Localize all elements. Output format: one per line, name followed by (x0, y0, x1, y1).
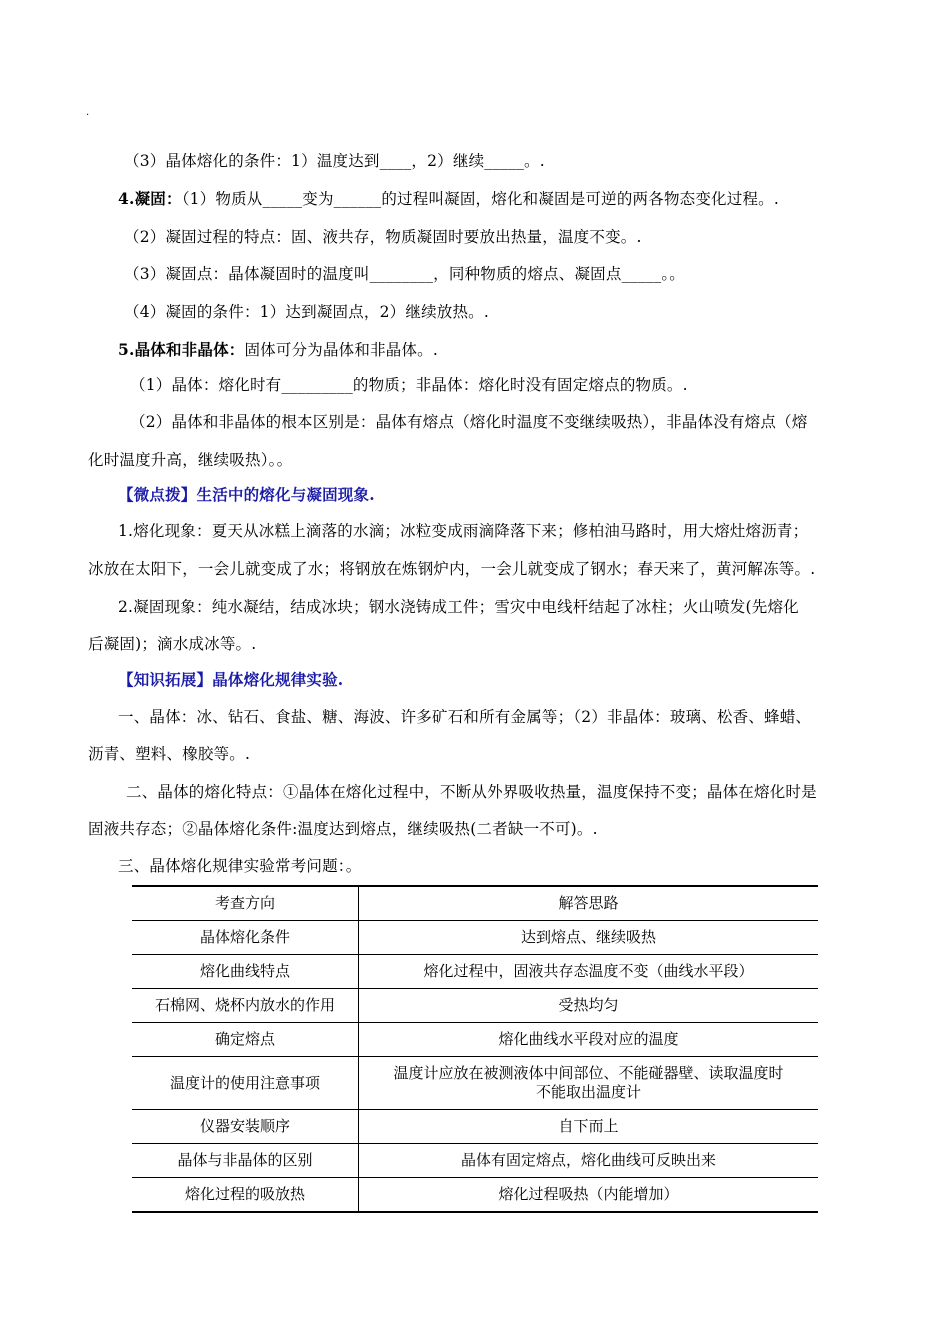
table-row (132, 1144, 818, 1178)
table-cell: 熔化曲线特点 (132, 955, 359, 989)
crystal-amorphous-text: 固体可分为晶体和非晶体。. (244, 341, 439, 359)
crystal-difference-line1: （2）晶体和非晶体的根本区别是：晶体有熔点（熔化时温度不变继续吸热），非晶体没有熔点（熔 (130, 413, 808, 431)
experiment-questions-table (132, 885, 818, 1213)
solidification-process: （2）凝固过程的特点：固、液共存，物质凝固时要放出热量，温度不变。. (124, 228, 642, 246)
table-cell: 晶体熔化条件 (132, 921, 359, 955)
table-cell: 熔化过程的吸放热 (132, 1178, 359, 1213)
melting-features-line2: 固液共存态；②晶体熔化条件:温度达到熔点，继续吸热(二者缺一不可)。. (88, 820, 598, 838)
solidification-definition (118, 189, 779, 209)
table-cell: 熔化过程中，固液共存态温度不变（曲线水平段） (359, 955, 819, 989)
table-row (132, 921, 818, 955)
melting-examples-line2: 冰放在太阳下，一会儿就变成了水；将钢放在炼钢炉内，一会儿就变成了钢水；春天来了，黄河解冻等。. (88, 560, 816, 578)
crystal-list-line1: 一、晶体：冰、钻石、食盐、糖、海波、许多矿石和所有金属等；（2）非晶体：玻璃、松香、蜂蜡、 (118, 708, 812, 726)
table-row (132, 1110, 818, 1144)
solidification-condition: （4）凝固的条件：1）达到凝固点，2）继续放热。. (124, 303, 490, 321)
crystal-list-line2: 沥青、塑料、橡胶等。. (88, 745, 251, 763)
table-cell: 熔化过程吸热（内能增加） (359, 1178, 819, 1213)
table-row (132, 955, 818, 989)
crystal-definition: （1）晶体：熔化时有_________的物质；非晶体：熔化时没有固定熔点的物质。. (130, 376, 688, 394)
table-row (132, 989, 818, 1023)
crystal-melting-condition: （3）晶体熔化的条件：1）温度达到____，2）继续_____。. (124, 152, 545, 170)
table-cell: 晶体有固定熔点，熔化曲线可反映出来 (359, 1144, 819, 1178)
crystal-difference-line2: 化时温度升高，继续吸热）。。 (88, 451, 293, 469)
tip-heading: 【微点拨】生活中的熔化与凝固现象. (118, 485, 375, 504)
crystal-amorphous (118, 340, 438, 360)
table-cell: 温度计的使用注意事项 (132, 1057, 359, 1110)
table-cell: 确定熔点 (132, 1023, 359, 1057)
table-cell: 受热均匀 (359, 989, 819, 1023)
solidification-definition-text: （1）物质从_____变为______的过程叫凝固，熔化和凝固是可逆的两各物态变化过程。. (181, 190, 779, 208)
table-row (132, 1023, 818, 1057)
solidification-examples-line1: 2.凝固现象：纯水凝结，结成冰块；钢水浇铸成工件；雪灾中电线杆结起了冰柱；火山喷发(先熔化 (118, 598, 799, 616)
table-cell: 石棉网、烧杯内放水的作用 (132, 989, 359, 1023)
solidification-examples-line2: 后凝固)；滴水成冰等。. (88, 635, 257, 653)
table-cell: 自下而上 (359, 1110, 819, 1144)
table-cell-line: 温度计应放在被测液体中间部位、不能碰器壁、读取温度时 (393, 1064, 784, 1082)
melting-features-line1: 二、晶体的熔化特点：①晶体在熔化过程中，不断从外界吸收热量，温度保持不变；晶体在熔化时是 (126, 783, 817, 801)
table-header-cell: 解答思路 (359, 886, 819, 921)
freezing-point: （3）凝固点：晶体凝固时的温度叫________，同种物质的熔点、凝固点_____。。 (124, 265, 685, 283)
table-cell: 晶体与非晶体的区别 (132, 1144, 359, 1178)
table-cell-line: 不能取出温度计 (535, 1083, 641, 1101)
experiment-questions-heading: 三、晶体熔化规律实验常考问题：。 (118, 857, 362, 875)
extension-heading: 【知识拓展】晶体熔化规律实验. (118, 670, 344, 689)
top-mark: . (86, 107, 90, 118)
solidification-heading: 4.凝固： (118, 189, 182, 208)
table-row (132, 1178, 818, 1213)
melting-examples-line1: 1.熔化现象：夏天从冰糕上滴落的水滴；冰粒变成雨滴降落下来；修柏油马路时，用大熔灶熔沥青； (118, 522, 809, 540)
table-header-cell: 考查方向 (132, 886, 359, 921)
table-cell: 熔化曲线水平段对应的温度 (359, 1023, 819, 1057)
table-header-row (132, 886, 818, 921)
crystal-amorphous-heading: 5.晶体和非晶体： (118, 340, 245, 359)
table-row (132, 1057, 818, 1110)
table-cell: 仪器安装顺序 (132, 1110, 359, 1144)
table-cell (359, 1057, 819, 1110)
table-cell: 达到熔点、继续吸热 (359, 921, 819, 955)
